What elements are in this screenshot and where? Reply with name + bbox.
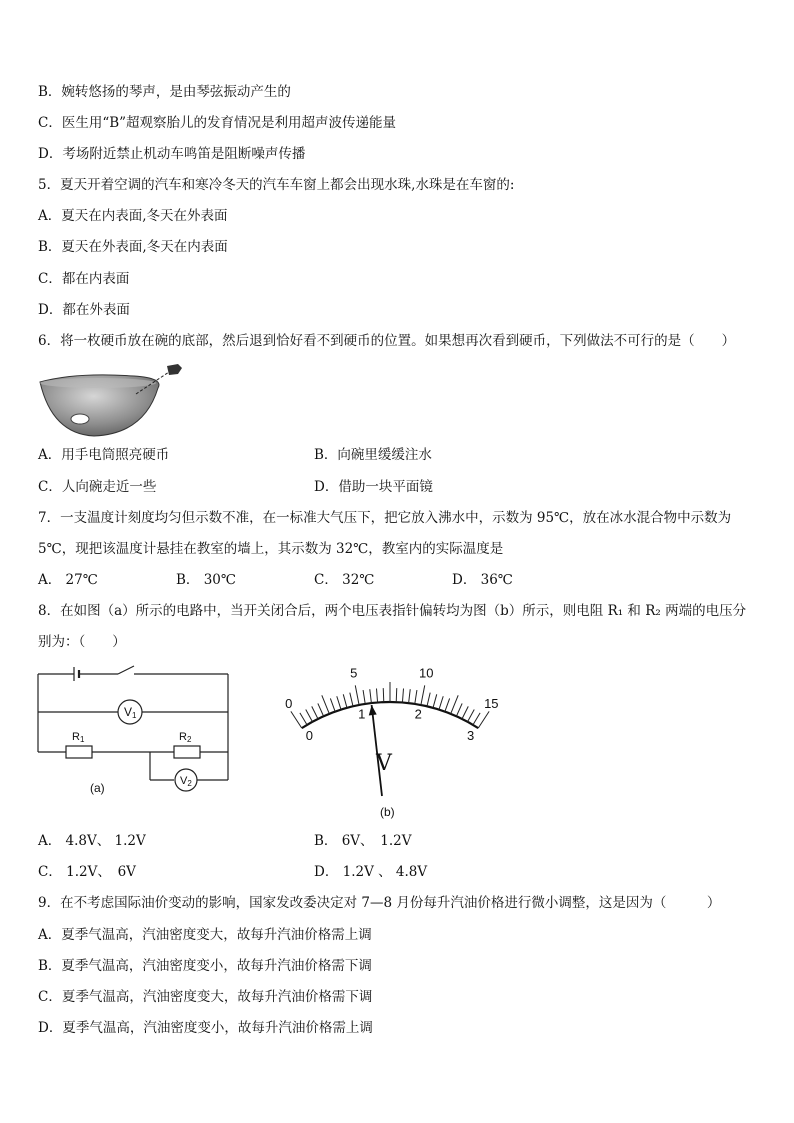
lower-scale-label: 0 [305,727,314,743]
q9-stem: 9．在不考虑国际油价变动的影响，国家发改委决定对 7—8 月份每升汽油价格进行微小调整，这是因为（ ） [38,895,721,911]
q8-option-c: C． 1.2V、 6V [38,864,136,880]
q8-option-a: A． 4.8V、 1.2V [38,833,146,849]
dial-tick [445,698,450,711]
q5-stem: 5．夏天开着空调的汽车和寒冷冬天的汽车车窗上都会出现水珠,水珠是在车窗的: [38,177,515,193]
lower-scale-label: 2 [414,706,422,722]
v1-label: V1 [124,705,137,720]
upper-scale-label: 5 [350,665,358,681]
q7-option-d: D． 36℃ [452,572,513,588]
q4-option-b: B．婉转悠扬的琴声，是由琴弦振动产生的 [38,84,291,100]
q5-option-b: B．夏天在外表面,冬天在内表面 [38,239,228,255]
dial-tick [402,689,403,703]
q6-option-b: B．向碗里缓缓注水 [314,447,432,463]
circuit-diagram [34,662,234,798]
unit-label: V [376,751,392,776]
dial-tick [337,696,341,709]
voltmeter-dial [236,664,546,824]
v2-label: V2 [180,775,192,788]
r1-label: R1 [72,731,85,744]
eye-icon [167,364,182,375]
q6-stem: 6．将一枚硬币放在碗的底部，然后退到恰好看不到硬币的位置。如果想再次看到硬币，下列做法不可行的是（ ） [38,333,736,349]
needle-arrowhead [369,705,377,715]
upper-scale-label: 15 [484,696,499,712]
q7-stem-1: 7．一支温度计刻度均匀但示数不准，在一标准大气压下，把它放入沸水中，示数为 95℃，放在冰水混合物中示数为 [38,510,732,526]
dial-tick [383,688,384,702]
q4-option-d: D．考场附近禁止机动车鸣笛是阻断噪声传播 [38,146,306,162]
lower-scale-label: 3 [466,727,475,743]
q6-option-a: A．用手电筒照亮硬币 [38,447,170,463]
dial-tick [456,703,462,716]
q8-option-d: D． 1.2V 、 4.8V [314,864,428,880]
dial-tick [421,685,425,705]
dial-tick [370,689,372,703]
figure-a-caption: (a) [90,781,105,795]
dial-tick [363,690,365,704]
dial-tick [312,706,318,719]
bowl-figure [36,358,196,442]
dial-tick [473,713,480,725]
q6-option-c: C．人向碗走近一些 [38,479,157,495]
q7-option-b: B． 30℃ [176,572,236,588]
resistor-r1 [66,746,92,758]
dial-tick [322,695,329,714]
q9-option-b: B．夏季气温高，汽油密度变小，故每升汽油价格需下调 [38,958,372,974]
upper-scale-label: 0 [285,696,293,712]
q9-option-c: C．夏季气温高，汽油密度变大，故每升汽油价格需下调 [38,989,373,1005]
dial-tick [318,703,324,716]
dial-tick [396,688,397,702]
q5-option-c: C．都在内表面 [38,271,130,287]
upper-scale-label: 10 [419,665,434,681]
q7-option-c: C． 32℃ [314,572,375,588]
resistor-r2 [174,746,200,758]
dial-tick [415,690,417,704]
dial-tick [433,694,437,707]
figure-b-caption: (b) [380,805,395,819]
dial-tick [462,706,468,719]
q4-option-c: C．医生用“B”超观察胎儿的发育情况是利用超声波传递能量 [38,115,397,131]
dial-tick [376,689,377,703]
dial-tick [427,693,430,707]
q7-stem-2: 5℃，现把该温度计悬挂在教室的墙上，其示数为 32℃，教室内的实际温度是 [38,541,504,557]
dial-arc [302,702,478,728]
q6-option-d: D．借助一块平面镜 [314,479,433,495]
q8-option-b: B． 6V、 1.2V [314,833,412,849]
dial-tick [355,685,359,705]
dial-tick [409,689,411,703]
coin [71,414,89,424]
dial-tick [468,709,475,721]
q5-option-a: A．夏天在内表面,冬天在外表面 [38,208,228,224]
dial-tick [300,713,307,725]
dial-tick [350,693,353,707]
dial-tick [306,709,313,721]
lower-scale-label: 1 [358,706,366,722]
dial-tick [343,694,347,707]
dial-tick [439,696,443,709]
q7-option-a: A． 27℃ [38,572,98,588]
q9-option-a: A．夏季气温高，汽油密度变大，故每升汽油价格需上调 [38,927,372,943]
switch [118,666,134,674]
q8-stem-2: 别为：（ ） [38,634,126,650]
q5-option-d: D．都在外表面 [38,302,130,318]
r2-label: R2 [179,731,192,744]
dial-tick [451,695,458,714]
q9-option-d: D．夏季气温高，汽油密度变小，故每升汽油价格需上调 [38,1020,373,1036]
dial-tick [330,698,335,711]
q8-stem-1: 8．在如图（a）所示的电路中，当开关闭合后，两个电压表指针偏转均为图（b）所示，则电阻 R₁ 和 R₂ 两端的电压分 [38,603,747,619]
